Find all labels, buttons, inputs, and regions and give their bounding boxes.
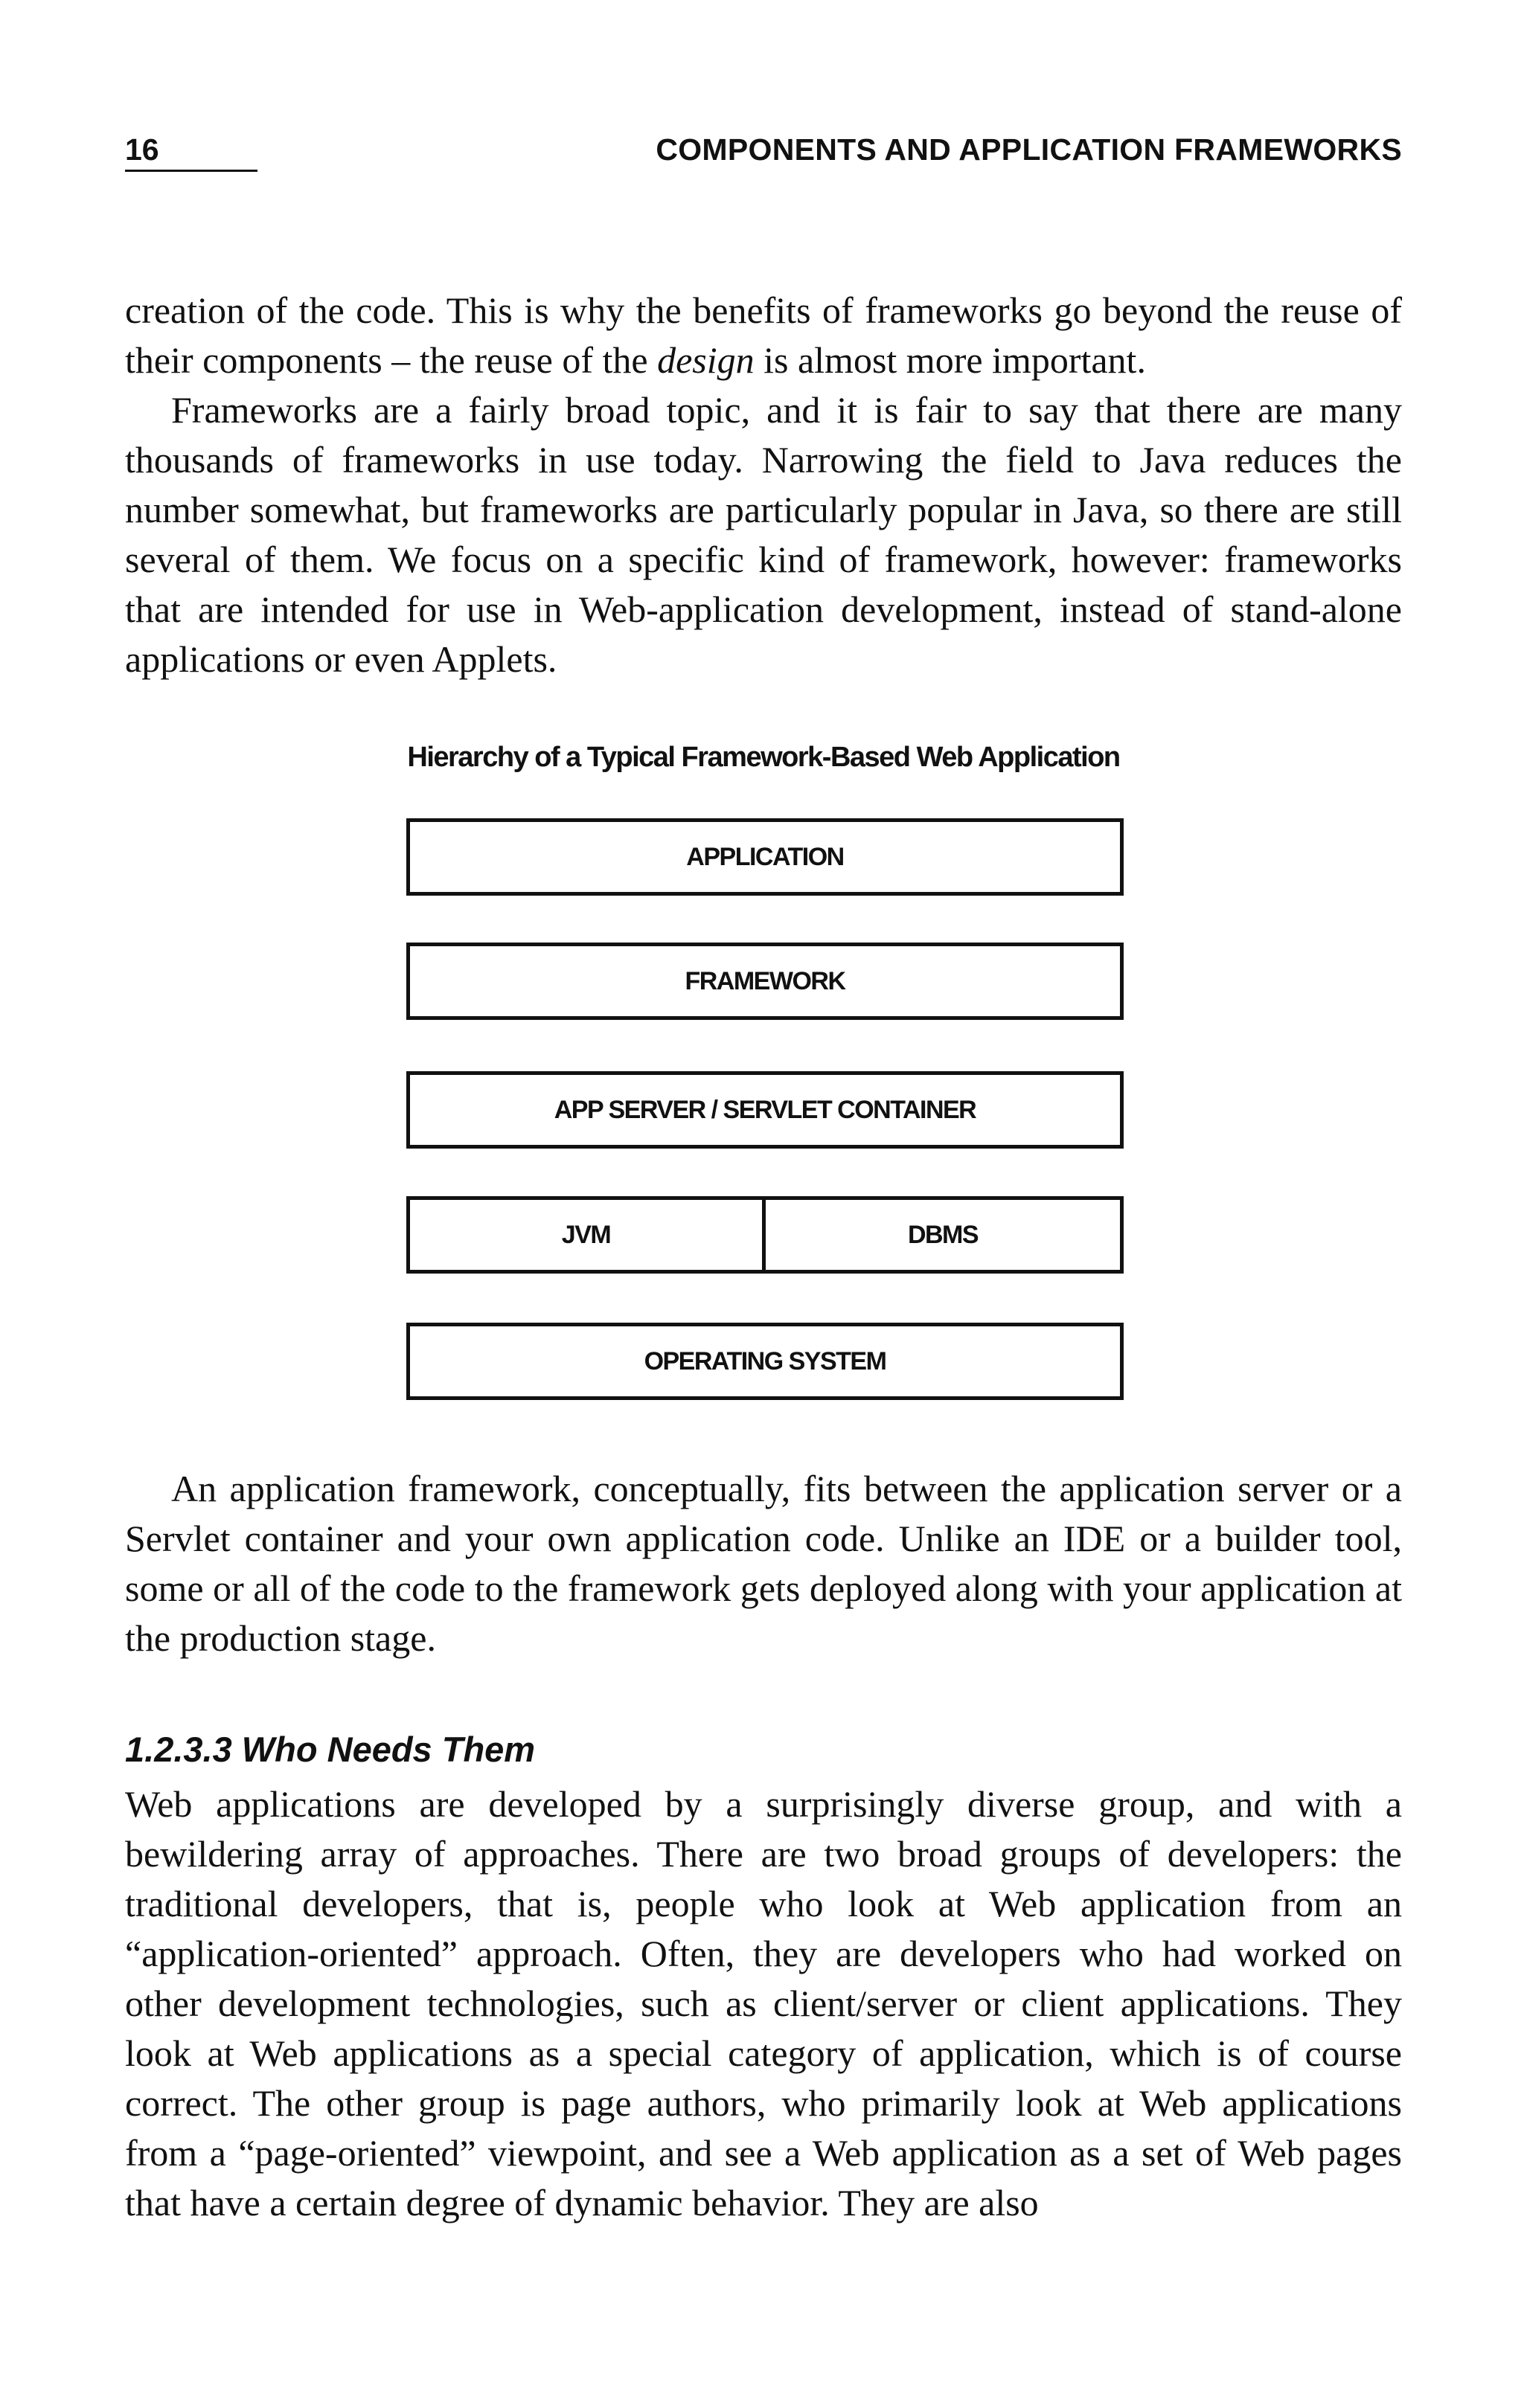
layer-application <box>406 818 1124 896</box>
layer-app-server <box>406 1071 1124 1149</box>
layer-label: APP SERVER / SERVLET CONTAINER <box>554 1095 976 1124</box>
running-header <box>125 131 1402 176</box>
paragraph-frameworks-topic: Frameworks are a fairly broad topic, and it is fair to say that there are many thousands of frameworks in use today. Narrowing the field to Java reduces the number somewhat, but frameworks are particularly popular in Java, so there are still several of them. We focus on a specific kind of framework, however: frameworks that are intended for use in Web-application development, instead of stand-alone applications or even Applets. <box>125 389 1402 680</box>
layer-dbms <box>766 1200 1120 1270</box>
paragraph-design-reuse <box>125 286 1402 385</box>
running-title: COMPONENTS AND APPLICATION FRAMEWORKS <box>656 132 1402 167</box>
paragraph-text: is almost more important. <box>754 339 1146 381</box>
opening-text <box>125 286 1402 684</box>
layer-framework <box>406 943 1124 1020</box>
layer-label: OPERATING SYSTEM <box>644 1346 886 1375</box>
paragraph-application-framework: An application framework, conceptually, fits between the application server or a Servlet container and your own application code. Unlike an IDE or a builder tool, some or all of the code to the framework gets deployed along with your application at the production stage. <box>125 1468 1402 1659</box>
layer-label: FRAMEWORK <box>685 966 845 995</box>
layer-label: DBMS <box>907 1220 979 1249</box>
layer-jvm <box>410 1200 766 1270</box>
framework-explanation <box>125 1464 1402 1663</box>
paragraph-who-needs-them: Web applications are developed by a surprisingly diverse group, and with a bewildering array of approaches. There are two broad groups of developers: the traditional developers, that is, people who look at Web application from an “application-oriented” approach. Often, they are developers who had worked on other development technologies, such as client/server or client applications. They look at Web applications as a special category of application, which is of course correct. The other group is page authors, who primarily look at Web applications from a “page-oriented” viewpoint, and see a Web application as a set of Web pages that have a certain degree of dynamic behavior. They are also <box>125 1783 1402 2224</box>
figure-title: Hierarchy of a Typical Framework-Based Web Application <box>407 742 1120 773</box>
layer-runtime-row <box>406 1196 1124 1274</box>
layer-label: JVM <box>561 1220 611 1249</box>
paragraph-text: creation of the code. This is why the benefits of frameworks go beyond the reuse of their components – the reuse of the <box>125 289 1402 381</box>
layer-operating-system <box>406 1323 1124 1400</box>
emphasized-word: design <box>657 339 755 381</box>
section-heading: 1.2.3.3 Who Needs Them <box>125 1730 536 1769</box>
section-body <box>125 1779 1402 2228</box>
book-page <box>125 0 1402 2408</box>
layer-label: APPLICATION <box>686 842 844 871</box>
hierarchy-figure <box>125 736 1402 1406</box>
page-number: 16 <box>125 131 257 172</box>
